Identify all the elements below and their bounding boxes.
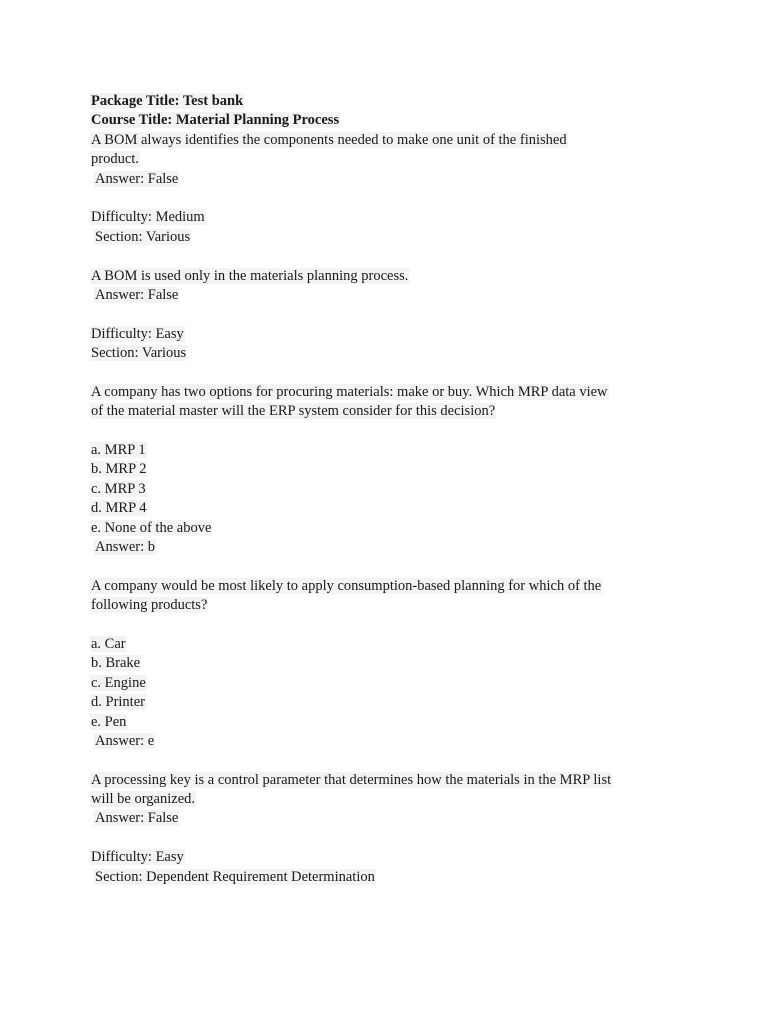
spacer [90,751,690,770]
question-4-answer: Answer: e [95,732,155,749]
question-3-option-d: d. MRP 4 [91,500,147,517]
spacer [90,363,690,382]
question-3-option-a: a. MRP 1 [91,442,146,459]
question-1-text-line-2: product. [91,151,139,168]
question-1-difficulty: Difficulty: Medium [91,209,205,226]
question-1-answer: Answer: False [95,170,179,187]
question-4-option-d: d. Printer [91,694,145,711]
question-4-option-c: c. Engine [91,674,146,691]
question-3-text-line-1: A company has two options for procuring materials: make or buy. Which MRP data view [91,383,608,400]
question-3-option-c: c. MRP 3 [91,480,146,497]
spacer [90,616,690,635]
course-title: Course Title: Material Planning Process [91,112,340,129]
spacer [90,247,690,266]
question-3-text-line-2: of the material master will the ERP system consider for this decision? [91,403,496,420]
spacer [90,829,690,848]
spacer [90,305,690,324]
question-2-section: Section: Various [91,345,187,362]
question-4-option-a: a. Car [91,635,126,652]
spacer [90,557,690,576]
package-title: Package Title: Test bank [91,93,244,109]
document-body [90,92,690,887]
question-3-option-b: b. MRP 2 [91,461,147,478]
question-2-answer: Answer: False [95,286,179,303]
question-3-option-e: e. None of the above [91,519,212,536]
question-4-option-e: e. Pen [91,713,127,730]
question-1-text-line-1: A BOM always identifies the components needed to make one unit of the finished [91,131,567,148]
question-4-text-line-1: A company would be most likely to apply consumption-based planning for which of the [91,577,602,594]
question-4-option-b: b. Brake [91,655,141,672]
question-5-text-line-1: A processing key is a control parameter that determines how the materials in the MRP list [91,771,612,788]
question-4-text-line-2: following products? [91,597,208,614]
question-1-section: Section: Various [95,228,191,245]
spacer [90,189,690,208]
question-5-answer: Answer: False [95,810,179,827]
spacer [90,422,690,441]
question-5-difficulty: Difficulty: Easy [91,849,184,866]
question-3-answer: Answer: b [95,538,156,555]
question-2-difficulty: Difficulty: Easy [91,325,184,342]
question-2-text-line-1: A BOM is used only in the materials planning process. [91,267,409,284]
question-5-text-line-2: will be organized. [91,791,196,808]
question-5-section: Section: Dependent Requirement Determination [95,868,375,885]
